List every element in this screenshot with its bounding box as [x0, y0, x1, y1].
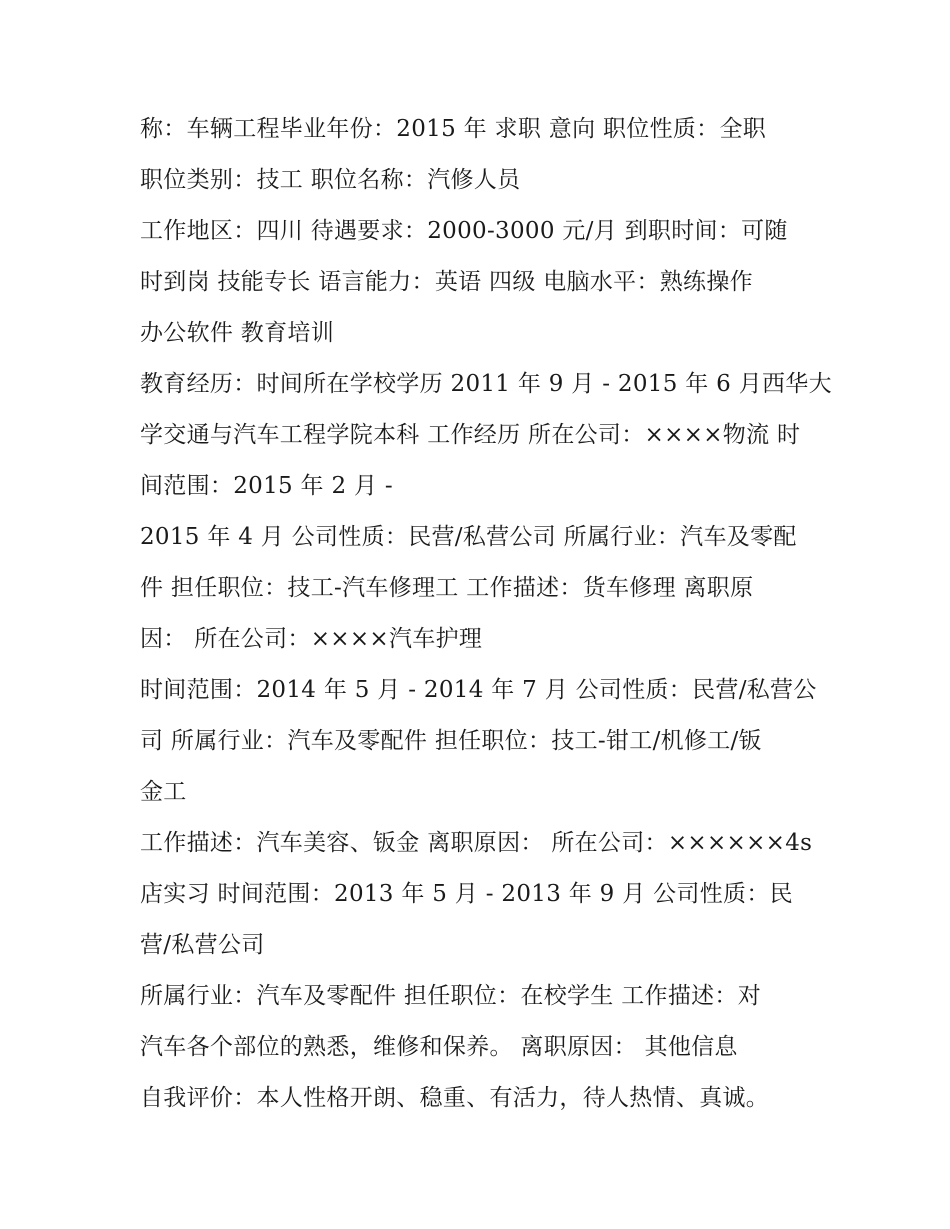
text-line: 件 担任职位：技工-汽车修理工 工作描述：货车修理 离职原: [140, 575, 754, 601]
text-line: 司 所属行业：汽车及零配件 担任职位：技工-钳工/机修工/钣: [140, 728, 762, 754]
text-line: 办公软件 教育培训: [140, 320, 335, 346]
text-line: 称：车辆工程毕业年份：2015 年 求职 意向 职位性质：全职: [140, 116, 767, 142]
text-line: 时到岗 技能专长 语言能力：英语 四级 电脑水平：熟练操作: [140, 269, 753, 295]
resume-text-block: [140, 104, 840, 1124]
text-line: 工作描述：汽车美容、钣金 离职原因： 所在公司：××××××4s: [140, 830, 813, 856]
text-line: 教育经历：时间所在学校学历 2011 年 9 月 - 2015 年 6 月西华大: [140, 371, 832, 397]
text-line: 所属行业：汽车及零配件 担任职位：在校学生 工作描述：对: [140, 983, 762, 1009]
text-line: 职位类别：技工 职位名称：汽修人员: [140, 167, 521, 193]
text-line: 学交通与汽车工程学院本科 工作经历 所在公司：××××物流 时: [140, 422, 801, 448]
text-line: 店实习 时间范围：2013 年 5 月 - 2013 年 9 月 公司性质：民: [140, 881, 793, 907]
text-line: 时间范围：2014 年 5 月 - 2014 年 7 月 公司性质：民营/私营公: [140, 677, 817, 703]
text-line: 工作地区：四川 待遇要求：2000-3000 元/月 到职时间：可随: [140, 218, 788, 244]
text-line: 2015 年 4 月 公司性质：民营/私营公司 所属行业：汽车及零配: [140, 524, 797, 550]
text-line: 营/私营公司: [140, 932, 265, 958]
text-line: 金工: [140, 779, 187, 805]
text-line: 汽车各个部位的熟悉，维修和保养。 离职原因： 其他信息: [140, 1034, 738, 1060]
text-line: 因： 所在公司：××××汽车护理: [140, 626, 483, 652]
text-line: 间范围：2015 年 2 月 -: [140, 473, 393, 499]
text-line: 自我评价：本人性格开朗、稳重、有活力，待人热情、真诚。: [140, 1085, 770, 1111]
